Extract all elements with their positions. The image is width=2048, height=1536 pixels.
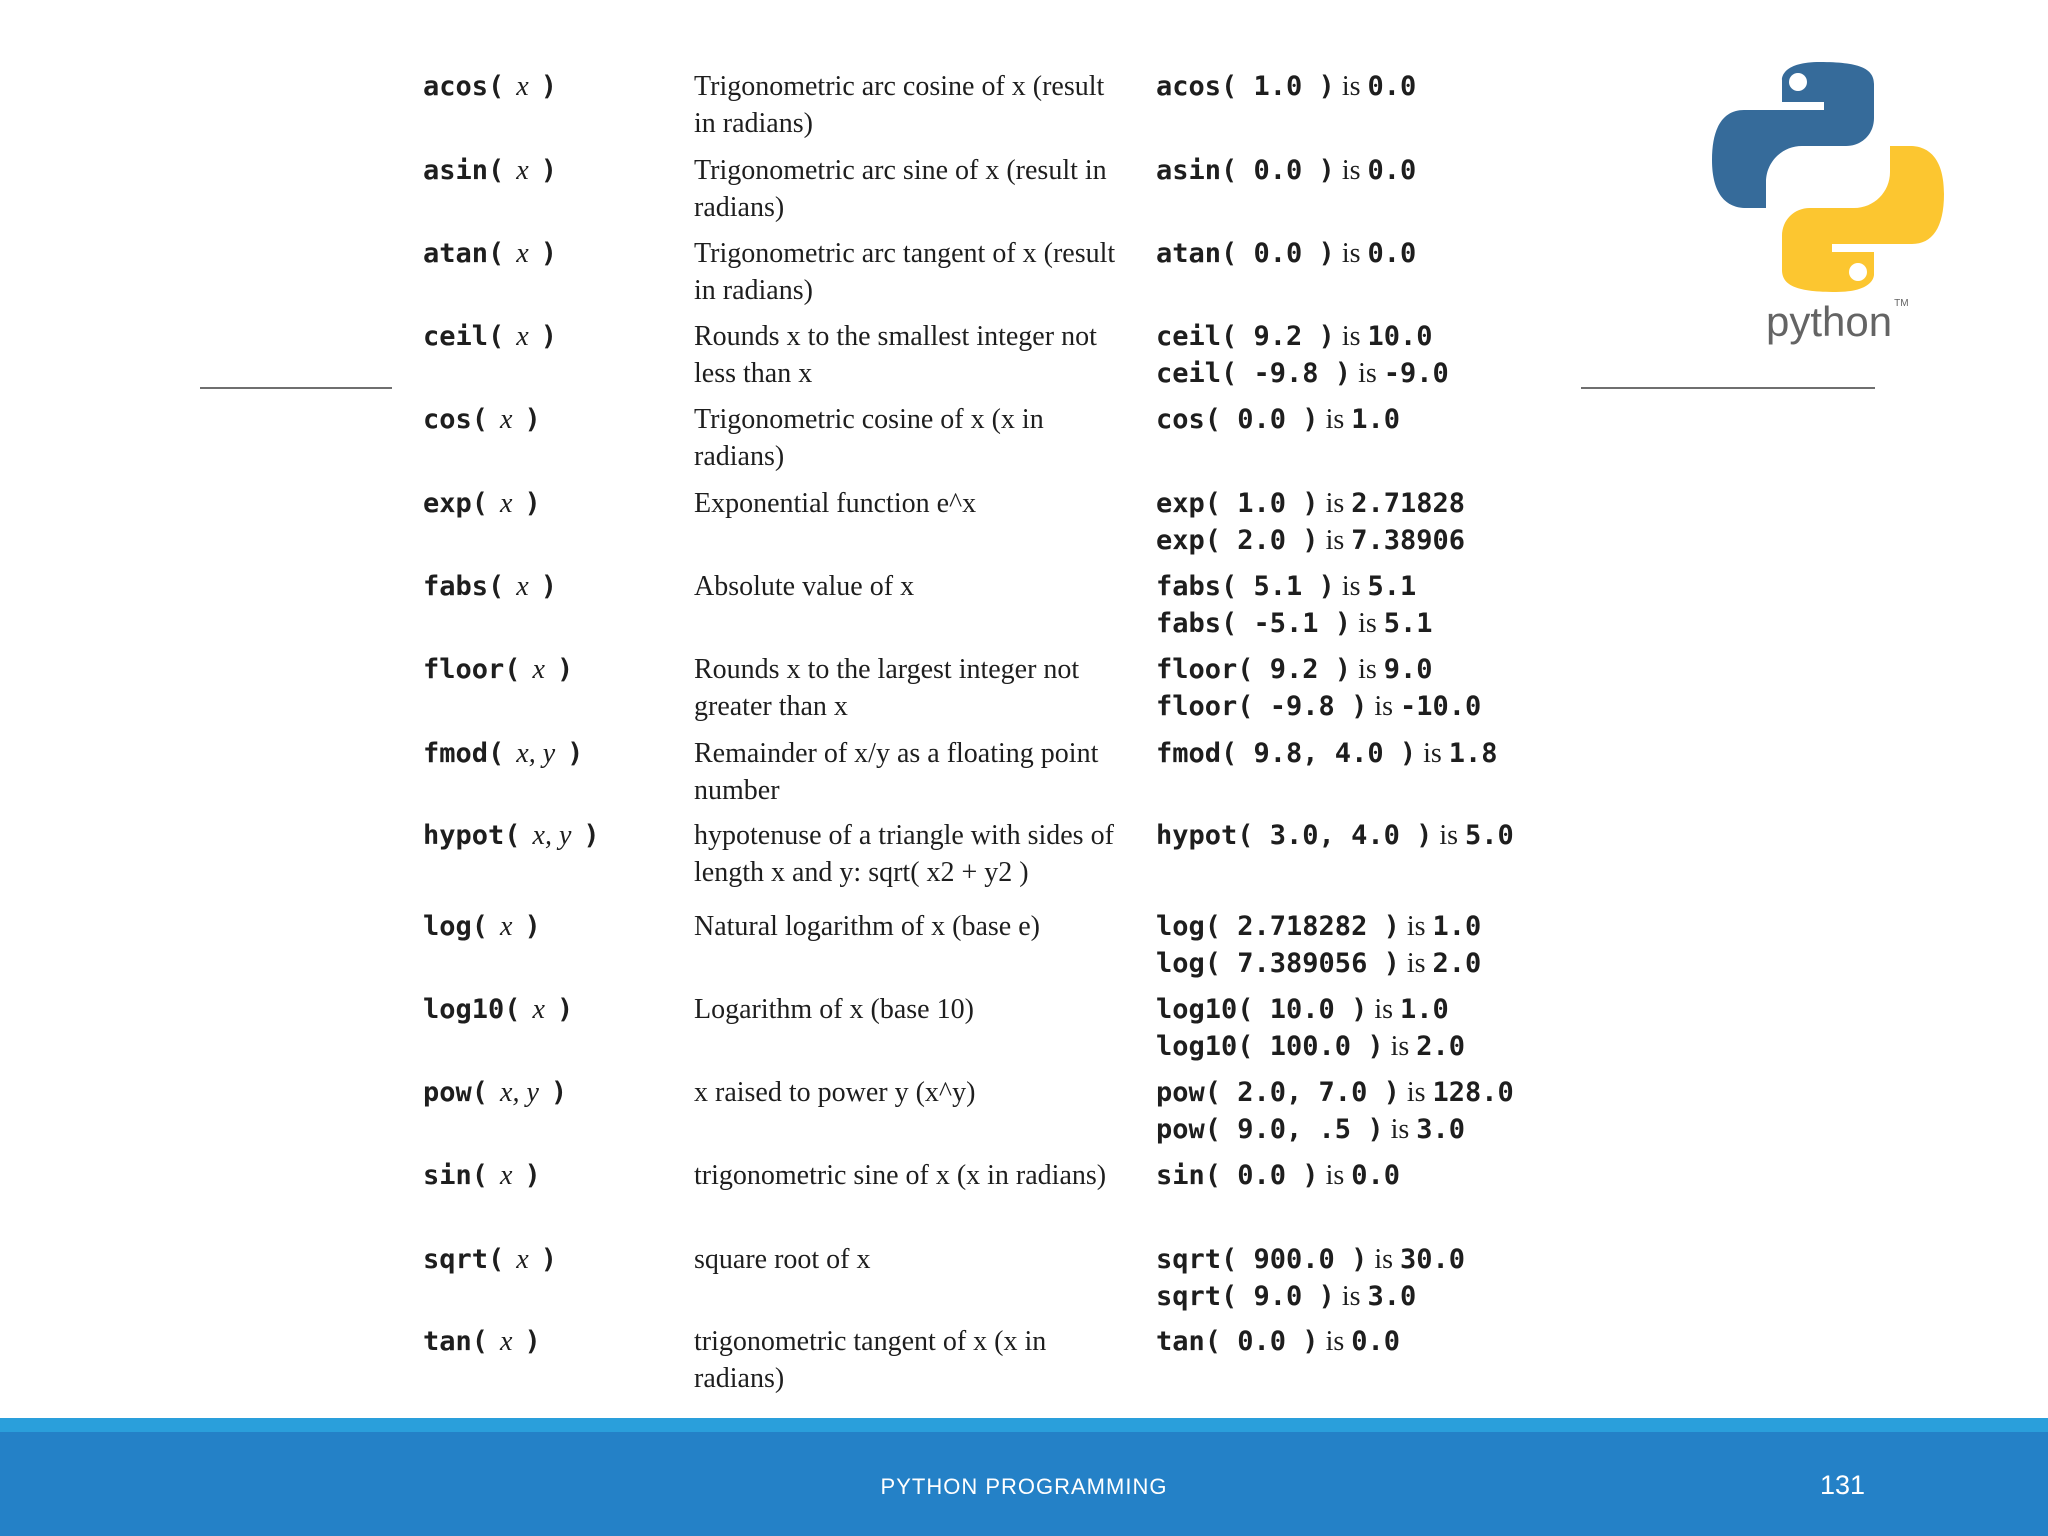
function-description: Trigonometric arc sine of x (result in radians) xyxy=(694,155,1107,223)
example-code: asin( 0.0 ) xyxy=(1156,155,1335,186)
example-is: is xyxy=(1341,155,1361,186)
function-name: acos( xyxy=(423,71,505,102)
example-line xyxy=(1156,817,1514,854)
example-is: is xyxy=(1341,321,1361,352)
function-args: x xyxy=(500,1326,513,1357)
function-signature xyxy=(423,318,557,355)
trademark-mark: TM xyxy=(1894,298,1909,309)
example-code: ceil( 9.2 ) xyxy=(1156,321,1335,352)
example-result: 0.0 xyxy=(1367,155,1417,186)
function-examples xyxy=(1156,235,1416,272)
page-number: 131 xyxy=(1820,1470,1866,1500)
footer-title: PYTHON PROGRAMMING xyxy=(880,1474,1168,1499)
function-description: hypotenuse of a triangle with sides of length x and y: sqrt( x2 + y2 ) xyxy=(694,820,1114,888)
example-is: is xyxy=(1358,654,1377,685)
function-signature xyxy=(423,152,557,189)
example-code: sin( 0.0 ) xyxy=(1156,1160,1319,1191)
example-result: 5.1 xyxy=(1367,571,1417,602)
example-code: log10( 10.0 ) xyxy=(1156,994,1368,1025)
example-result: 3.0 xyxy=(1416,1114,1466,1145)
python-wordmark: python ™ xyxy=(1766,298,1909,345)
function-name: fabs( xyxy=(423,571,505,602)
function-description: x raised to power y (x^y) xyxy=(694,1077,976,1108)
example-is: is xyxy=(1341,571,1361,602)
function-signature xyxy=(423,68,557,105)
function-args: x xyxy=(516,1244,529,1275)
example-result: 1.0 xyxy=(1400,994,1449,1025)
function-name: log( xyxy=(423,911,489,942)
function-args: x xyxy=(500,488,513,519)
function-args: x xyxy=(516,571,529,602)
function-close-paren: ) xyxy=(524,1160,541,1191)
example-code: atan( 0.0 ) xyxy=(1156,238,1335,269)
function-examples xyxy=(1156,318,1449,392)
function-args: x xyxy=(516,321,529,352)
example-is: is xyxy=(1358,608,1377,639)
function-name: cos( xyxy=(423,404,489,435)
example-result: 2.71828 xyxy=(1351,488,1466,519)
function-close-paren: ) xyxy=(540,155,557,186)
example-result: 5.1 xyxy=(1383,608,1433,639)
example-code: pow( 9.0, .5 ) xyxy=(1156,1114,1384,1145)
example-result: 0.0 xyxy=(1351,1326,1401,1357)
function-close-paren: ) xyxy=(524,488,541,519)
example-line xyxy=(1156,401,1400,438)
example-line xyxy=(1156,1157,1400,1194)
function-examples xyxy=(1156,401,1400,438)
example-code: log10( 100.0 ) xyxy=(1156,1031,1384,1062)
function-examples xyxy=(1156,908,1481,982)
function-description: Absolute value of x xyxy=(694,571,915,602)
example-is: is xyxy=(1325,1160,1345,1191)
example-result: 2.0 xyxy=(1432,948,1482,979)
example-line xyxy=(1156,1111,1514,1148)
example-result: 30.0 xyxy=(1400,1244,1466,1275)
example-is: is xyxy=(1325,525,1345,556)
function-name: fmod( xyxy=(423,738,505,769)
function-signature xyxy=(423,1323,541,1360)
example-result: 5.0 xyxy=(1465,820,1514,851)
function-name: atan( xyxy=(423,238,505,269)
example-is: is xyxy=(1341,71,1361,102)
function-examples xyxy=(1156,1157,1400,1194)
example-line xyxy=(1156,1278,1465,1315)
example-result: 3.0 xyxy=(1367,1281,1417,1312)
function-description: Trigonometric arc cosine of x (result in radians) xyxy=(694,71,1105,139)
function-name: sqrt( xyxy=(423,1244,505,1275)
example-line xyxy=(1156,1074,1514,1111)
function-name: ceil( xyxy=(423,321,505,352)
example-result: 0.0 xyxy=(1367,238,1417,269)
function-close-paren: ) xyxy=(524,911,541,942)
function-close-paren: ) xyxy=(524,404,541,435)
example-code: exp( 2.0 ) xyxy=(1156,525,1319,556)
function-examples xyxy=(1156,68,1416,105)
left-rule xyxy=(200,387,392,389)
example-result: 10.0 xyxy=(1367,321,1433,352)
example-line xyxy=(1156,522,1465,559)
example-is: is xyxy=(1325,1326,1345,1357)
example-result: 1.0 xyxy=(1432,911,1482,942)
example-code: acos( 1.0 ) xyxy=(1156,71,1335,102)
function-examples xyxy=(1156,1323,1400,1360)
example-result: 7.38906 xyxy=(1351,525,1466,556)
function-args: x xyxy=(516,238,529,269)
function-args: x xyxy=(532,994,545,1025)
example-line xyxy=(1156,485,1465,522)
function-close-paren: ) xyxy=(556,654,574,685)
example-line xyxy=(1156,568,1433,605)
function-description: trigonometric tangent of x (x in radians) xyxy=(694,1326,1047,1394)
function-examples xyxy=(1156,735,1498,772)
example-code: cos( 0.0 ) xyxy=(1156,404,1319,435)
example-code: floor( 9.2 ) xyxy=(1156,654,1352,685)
function-close-paren: ) xyxy=(540,571,557,602)
function-name: hypot( xyxy=(423,820,521,851)
example-is: is xyxy=(1439,820,1459,851)
example-is: is xyxy=(1374,994,1394,1025)
function-description: square root of x xyxy=(694,1244,871,1275)
function-name: sin( xyxy=(423,1160,489,1191)
example-result: 1.8 xyxy=(1448,738,1498,769)
function-description: Trigonometric arc tangent of x (result in radians) xyxy=(694,238,1116,306)
function-signature xyxy=(423,1157,541,1194)
example-is: is xyxy=(1423,738,1442,769)
function-signature xyxy=(423,817,600,854)
function-examples xyxy=(1156,1241,1465,1315)
example-line xyxy=(1156,651,1481,688)
function-signature xyxy=(423,485,541,522)
example-line xyxy=(1156,1323,1400,1360)
footer-stripe xyxy=(0,1418,2048,1432)
function-signature xyxy=(423,651,573,688)
function-examples xyxy=(1156,817,1514,854)
function-name: floor( xyxy=(423,654,521,685)
example-code: ceil( -9.8 ) xyxy=(1156,358,1352,389)
function-close-paren: ) xyxy=(583,820,600,851)
example-is: is xyxy=(1341,1281,1361,1312)
example-line xyxy=(1156,688,1481,725)
function-description: Rounds x to the largest integer not greater than x xyxy=(694,654,1080,722)
function-signature xyxy=(423,735,583,772)
function-description: Natural logarithm of x (base e) xyxy=(694,911,1040,942)
function-name: log10( xyxy=(423,994,521,1025)
example-is: is xyxy=(1390,1031,1410,1062)
function-close-paren: ) xyxy=(540,71,557,102)
example-line xyxy=(1156,605,1433,642)
example-result: 128.0 xyxy=(1432,1077,1514,1108)
function-close-paren: ) xyxy=(540,1244,557,1275)
function-signature xyxy=(423,991,573,1028)
function-examples xyxy=(1156,568,1433,642)
example-code: sqrt( 9.0 ) xyxy=(1156,1281,1335,1312)
example-is: is xyxy=(1325,488,1345,519)
function-close-paren: ) xyxy=(556,994,574,1025)
function-name: exp( xyxy=(423,488,489,519)
example-is: is xyxy=(1406,948,1426,979)
function-examples xyxy=(1156,991,1465,1065)
function-description: Trigonometric cosine of x (x in radians) xyxy=(694,404,1044,472)
function-close-paren: ) xyxy=(524,1326,541,1357)
function-description: Rounds x to the smallest integer not less than x xyxy=(694,321,1097,389)
example-code: log( 7.389056 ) xyxy=(1156,948,1400,979)
example-line xyxy=(1156,945,1481,982)
example-is: is xyxy=(1341,238,1361,269)
example-code: fmod( 9.8, 4.0 ) xyxy=(1156,738,1417,769)
function-name: asin( xyxy=(423,155,505,186)
function-description: trigonometric sine of x (x in radians) xyxy=(694,1160,1107,1191)
python-logo xyxy=(1710,58,1946,345)
example-is: is xyxy=(1390,1114,1410,1145)
example-line xyxy=(1156,1028,1465,1065)
function-signature xyxy=(423,235,557,272)
function-args: x, y xyxy=(500,1077,539,1108)
example-result: -10.0 xyxy=(1400,691,1482,722)
function-signature xyxy=(423,1241,557,1278)
example-line xyxy=(1156,735,1498,772)
example-code: pow( 2.0, 7.0 ) xyxy=(1156,1077,1400,1108)
function-description: Exponential function e^x xyxy=(694,488,977,519)
example-is: is xyxy=(1325,404,1345,435)
example-is: is xyxy=(1406,1077,1426,1108)
example-result: -9.0 xyxy=(1383,358,1449,389)
function-examples xyxy=(1156,485,1465,559)
example-code: exp( 1.0 ) xyxy=(1156,488,1319,519)
function-close-paren: ) xyxy=(567,738,584,769)
function-args: x xyxy=(500,404,513,435)
function-args: x xyxy=(500,1160,513,1191)
python-logo-icon xyxy=(1710,58,1946,298)
function-signature xyxy=(423,568,557,605)
function-signature xyxy=(423,401,541,438)
function-name: pow( xyxy=(423,1077,489,1108)
example-code: sqrt( 900.0 ) xyxy=(1156,1244,1368,1275)
function-args: x xyxy=(516,71,529,102)
function-args: x, y xyxy=(516,738,556,769)
example-code: tan( 0.0 ) xyxy=(1156,1326,1319,1357)
example-code: floor( -9.8 ) xyxy=(1156,691,1368,722)
function-description: Remainder of x/y as a floating point number xyxy=(694,738,1099,806)
example-code: fabs( 5.1 ) xyxy=(1156,571,1335,602)
example-line xyxy=(1156,152,1416,189)
example-line xyxy=(1156,1241,1465,1278)
example-result: 1.0 xyxy=(1351,404,1401,435)
function-close-paren: ) xyxy=(540,321,557,352)
example-line xyxy=(1156,318,1449,355)
function-args: x, y xyxy=(532,820,572,851)
function-examples xyxy=(1156,1074,1514,1148)
function-name: tan( xyxy=(423,1326,489,1357)
function-examples xyxy=(1156,152,1416,189)
example-is: is xyxy=(1406,911,1426,942)
example-is: is xyxy=(1358,358,1377,389)
right-rule xyxy=(1581,387,1875,389)
function-examples xyxy=(1156,651,1481,725)
function-args: x xyxy=(516,155,529,186)
function-signature xyxy=(423,908,541,945)
function-description: Logarithm of x (base 10) xyxy=(694,994,974,1025)
example-code: hypot( 3.0, 4.0 ) xyxy=(1156,820,1433,851)
function-close-paren: ) xyxy=(540,238,557,269)
function-signature xyxy=(423,1074,567,1111)
example-code: fabs( -5.1 ) xyxy=(1156,608,1352,639)
example-line xyxy=(1156,68,1416,105)
example-code: log( 2.718282 ) xyxy=(1156,911,1400,942)
example-line xyxy=(1156,235,1416,272)
example-result: 0.0 xyxy=(1367,71,1417,102)
example-line xyxy=(1156,991,1465,1028)
function-close-paren: ) xyxy=(550,1077,568,1108)
example-result: 9.0 xyxy=(1383,654,1433,685)
function-args: x xyxy=(500,911,513,942)
example-result: 0.0 xyxy=(1351,1160,1401,1191)
example-is: is xyxy=(1374,691,1394,722)
example-line xyxy=(1156,355,1449,392)
example-line xyxy=(1156,908,1481,945)
example-is: is xyxy=(1374,1244,1394,1275)
function-args: x xyxy=(532,654,545,685)
example-result: 2.0 xyxy=(1416,1031,1466,1062)
